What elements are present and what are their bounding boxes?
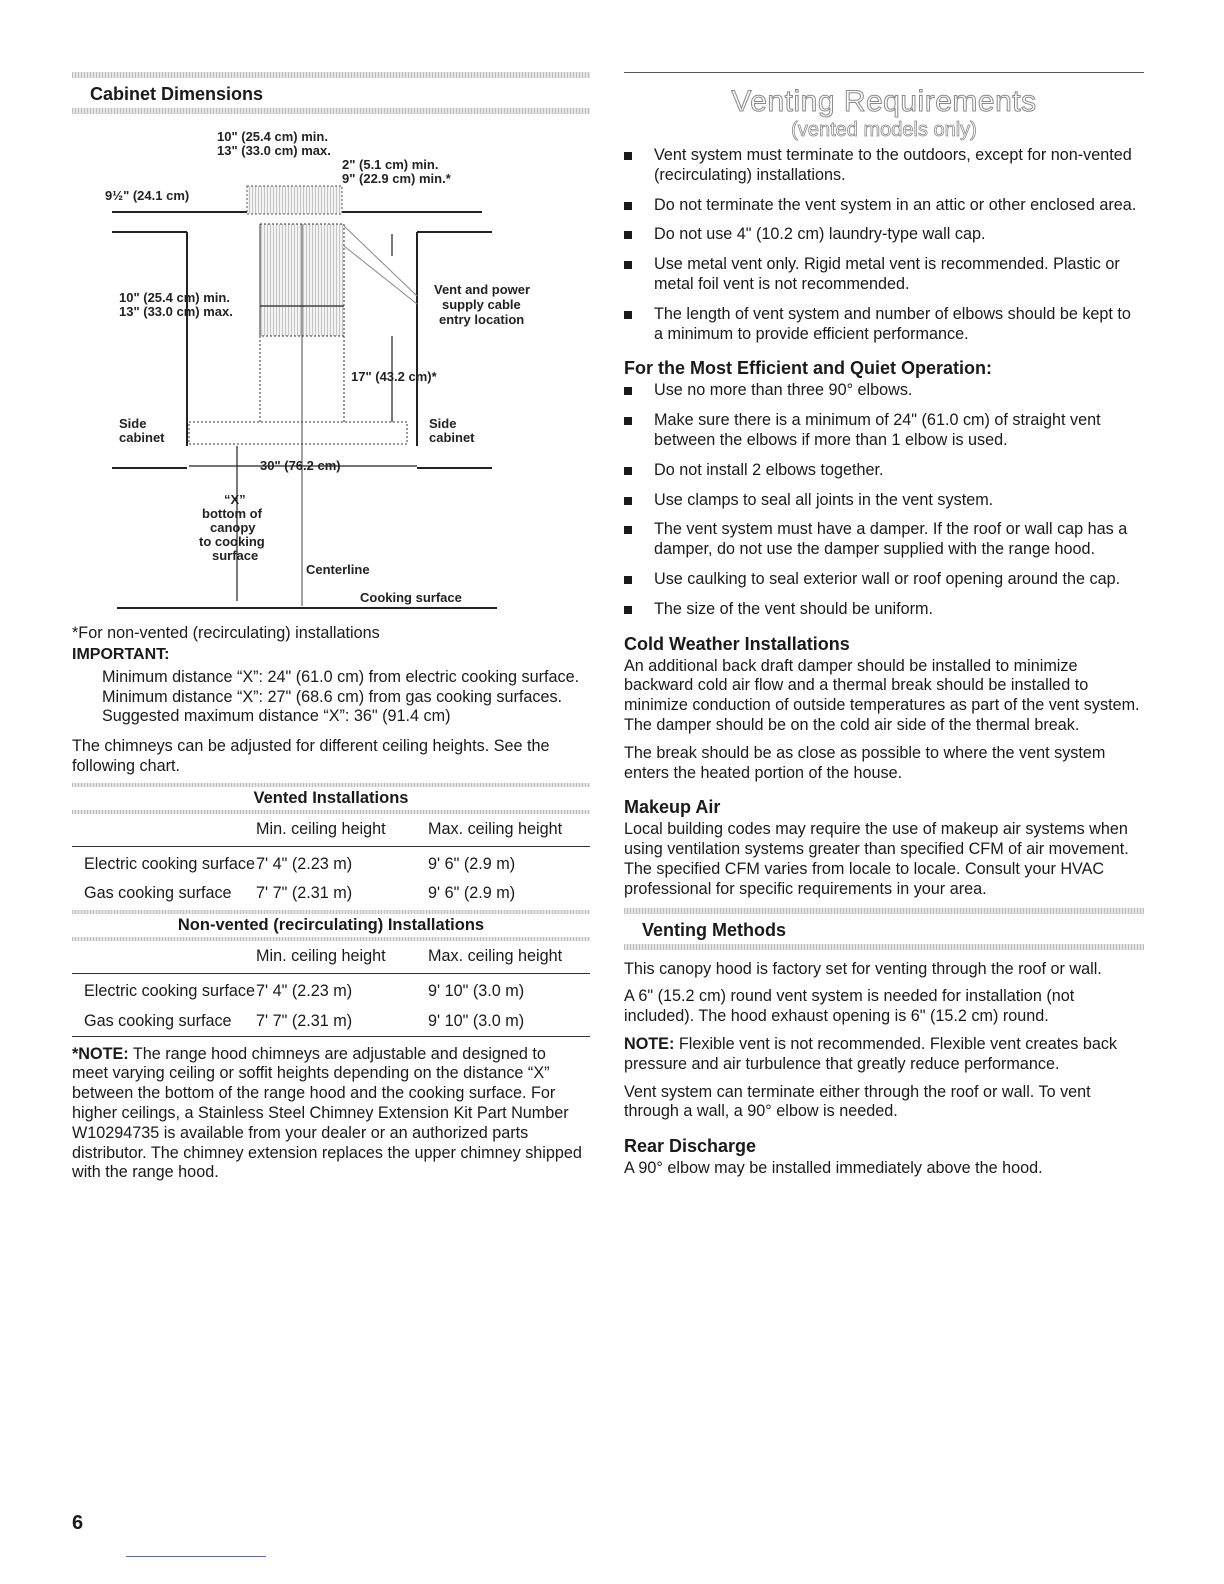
label-side-cabinet-left-2: cabinet [119, 430, 165, 445]
left-text-block [72, 624, 590, 1183]
makeup-air-heading: Makeup Air [624, 797, 721, 818]
table-row [72, 1002, 590, 1036]
nonvented-table [72, 941, 590, 1036]
label-side-cabinet-right-2: cabinet [429, 430, 475, 445]
label-side-cabinet-left-1: Side [119, 416, 147, 431]
chimney-note: The chimneys can be adjusted for different ceiling heights. See the following chart. [72, 737, 550, 775]
list-item: Do not terminate the vent system in an attic or other enclosed area. [624, 196, 1144, 216]
efficient-bullet-list [624, 381, 1144, 619]
list-item: Do not install 2 elbows together. [624, 461, 1144, 481]
table-cell: 7' 4" (2.23 m) [256, 981, 353, 1000]
table-cell: 7' 7" (2.31 m) [256, 884, 353, 903]
cold-weather-heading: Cold Weather Installations [624, 633, 850, 654]
list-item: Use no more than three 90° elbows. [624, 381, 1144, 401]
venting-methods-paragraph-1: This canopy hood is factory set for venting through the roof or wall. [624, 959, 1102, 978]
vented-header-col-3: Max. ceiling height [428, 819, 563, 838]
bullet-icon [624, 231, 632, 239]
list-item: The length of vent system and number of elbows should be kept to a minimum to provide efficient performance. [624, 305, 1144, 345]
vented-header-col-2: Min. ceiling height [256, 819, 386, 838]
bullet-icon [624, 497, 632, 505]
table-cell: 9' 10" (3.0 m) [428, 1011, 525, 1030]
venting-requirements-subtitle: (vented models only) [791, 119, 977, 141]
vented-table [72, 814, 590, 904]
label-chimney-width-min: 10" (25.4 cm) min. [119, 290, 230, 305]
table-row [72, 846, 590, 874]
table-cell: 9' 10" (3.0 m) [428, 981, 525, 1000]
note-text: Flexible vent is not recommended. Flexible vent creates back pressure and air turbulence that greatly reduce performance. [624, 1034, 1118, 1073]
table-cell: 9' 6" (2.9 m) [428, 884, 516, 903]
list-item: The vent system must have a damper. If the roof or wall cap has a damper, do not use the damper supplied with the range hood. [624, 520, 1144, 560]
bullet-icon [624, 417, 632, 425]
label-centerline: Centerline [306, 562, 370, 577]
bullet-icon [624, 387, 632, 395]
label-side-offset: 9½" (24.1 cm) [105, 188, 190, 203]
efficient-heading: For the Most Efficient and Quiet Operation: [624, 358, 993, 379]
label-x-desc-4: surface [212, 548, 259, 563]
section-bar-bottom [72, 108, 590, 114]
rear-discharge-paragraph: A 90° elbow may be installed immediately above the hood. [624, 1159, 1043, 1178]
table-cell: Electric cooking surface [84, 981, 255, 1000]
note-text: The range hood chimneys are adjustable and designed to meet varying ceiling or soffit heights depending on the distance “X” between the bottom of the range hood and the cooking surface. For higher ceilings, a Stainless Steel Chimney Extension Kit Part Number W10294735 is available from your dealer or an authorized parts distributor. The chimney extension replaces the upper chimney shipped with the range hood. [72, 1044, 582, 1182]
label-canopy-width-max: 13" (33.0 cm) max. [217, 143, 331, 158]
bullet-icon [624, 261, 632, 269]
label-side-cabinet-right-1: Side [429, 416, 457, 431]
cold-weather-paragraph-1: An additional back draft damper should be installed to minimize backward cold air flow and a thermal break should be installed to minimize conduction of outside temperatures as part of the vent system. The damper should be on the cold air side of the thermal break. [624, 656, 1140, 734]
label-width: 30" (76.2 cm) [260, 458, 341, 473]
label-x-desc-3: to cooking [199, 534, 265, 549]
bullet-icon [624, 576, 632, 584]
venting-methods-paragraph-3: Vent system can terminate either through the roof or wall. To vent through a wall, a 90° elbow is needed. [624, 1082, 1091, 1121]
note-label: NOTE: [624, 1034, 675, 1053]
venting-methods-paragraph-2: A 6" (15.2 cm) round vent system is needed for installation (not included). The hood exhaust opening is 6" (15.2 cm) round. [624, 987, 1075, 1026]
nonvented-table-title: Non-vented (recirculating) Installations [177, 916, 485, 935]
footer-rule [126, 1556, 266, 1557]
rear-discharge-heading: Rear Discharge [624, 1136, 757, 1157]
important-label: IMPORTANT: [72, 645, 170, 663]
venting-requirements-title: Venting Requirements [731, 85, 1037, 118]
bullet-icon [624, 152, 632, 160]
page-number: 6 [72, 1512, 84, 1534]
makeup-air-paragraph: Local building codes may require the use of makeup air systems when using ventilation systems greater than specified CFM of air movement. The specified CFM varies from locale to locale. Consult your HVAC professional for specific requirements in your area. [624, 820, 1129, 898]
bullet-icon [624, 311, 632, 319]
list-item: Vent system must terminate to the outdoors, except for non-vented (recirculating) installations. [624, 146, 1144, 186]
table-cell: Gas cooking surface [84, 884, 232, 903]
footnote: *For non-vented (recirculating) installations [72, 624, 380, 642]
important-line-3: Suggested maximum distance “X”: 36" (91.4 cm) [102, 707, 451, 726]
chimney-extension-note [72, 1045, 590, 1184]
chimney-top [247, 186, 342, 214]
label-height: 17" (43.2 cm)* [351, 369, 437, 384]
nonvented-header-col-1 [72, 941, 256, 973]
table-row [72, 973, 590, 1001]
cabinet-dimensions-title: Cabinet Dimensions [90, 84, 264, 104]
label-vent-entry-1: Vent and power [434, 282, 531, 297]
important-line-1: Minimum distance “X”: 24" (61.0 cm) from electric cooking surface. [102, 667, 580, 686]
list-item: Use metal vent only. Rigid metal vent is recommended. Plastic or metal foil vent is not recommended. [624, 255, 1144, 295]
bullet-icon [624, 467, 632, 475]
cabinet-dimensions-diagram [72, 126, 552, 626]
list-item: The size of the vent should be uniform. [624, 600, 1144, 620]
table-cell: 9' 6" (2.9 m) [428, 854, 516, 873]
canopy-outline [189, 422, 407, 444]
label-chimney-width-max: 13" (33.0 cm) max. [119, 304, 233, 319]
list-item: Use clamps to seal all joints in the vent system. [624, 491, 1144, 511]
nonvented-header-col-3: Max. ceiling height [428, 947, 563, 966]
cold-weather-paragraph-2: The break should be as close as possible to where the vent system enters the heated portion of the house. [624, 743, 1106, 782]
venting-methods-title: Venting Methods [642, 919, 786, 940]
table-row [72, 874, 590, 904]
left-column [72, 0, 590, 114]
vented-table-title: Vented Installations [253, 788, 409, 807]
important-line-2: Minimum distance “X”: 27" (68.6 cm) from gas cooking surfaces. [102, 687, 563, 706]
vented-header-col-1 [72, 814, 256, 846]
label-x-desc-1: bottom of [202, 506, 262, 521]
label-cooking-surface: Cooking surface [360, 590, 462, 605]
list-item: Do not use 4" (10.2 cm) laundry-type wall cap. [624, 225, 1144, 245]
venting-methods-note [624, 1035, 1144, 1075]
table-cell: Gas cooking surface [84, 1011, 232, 1030]
bullet-icon [624, 526, 632, 534]
note-label: *NOTE: [72, 1044, 129, 1063]
table-cell: Electric cooking surface [84, 854, 255, 873]
nonvented-header-col-2: Min. ceiling height [256, 947, 386, 966]
label-x-desc-2: canopy [210, 520, 256, 535]
right-column [624, 0, 1144, 1187]
table-cell: 7' 4" (2.23 m) [256, 854, 353, 873]
table-cell: 7' 7" (2.31 m) [256, 1011, 353, 1030]
list-item: Make sure there is a minimum of 24" (61.0 cm) of straight vent between the elbows if more than 1 elbow is used. [624, 411, 1144, 451]
label-top-clearance-min: 2" (5.1 cm) min. [342, 157, 439, 172]
label-vent-entry-2: supply cable [442, 297, 521, 312]
list-item: Use caulking to seal exterior wall or roof opening around the cap. [624, 570, 1144, 590]
label-x: “X” [224, 492, 246, 507]
label-top-clearance-min-2: 9" (22.9 cm) min.* [342, 171, 451, 186]
bullet-icon [624, 202, 632, 210]
label-vent-entry-3: entry location [439, 312, 525, 327]
bullet-icon [624, 606, 632, 614]
label-canopy-width-min: 10" (25.4 cm) min. [217, 129, 328, 144]
main-bullet-list [624, 146, 1144, 344]
